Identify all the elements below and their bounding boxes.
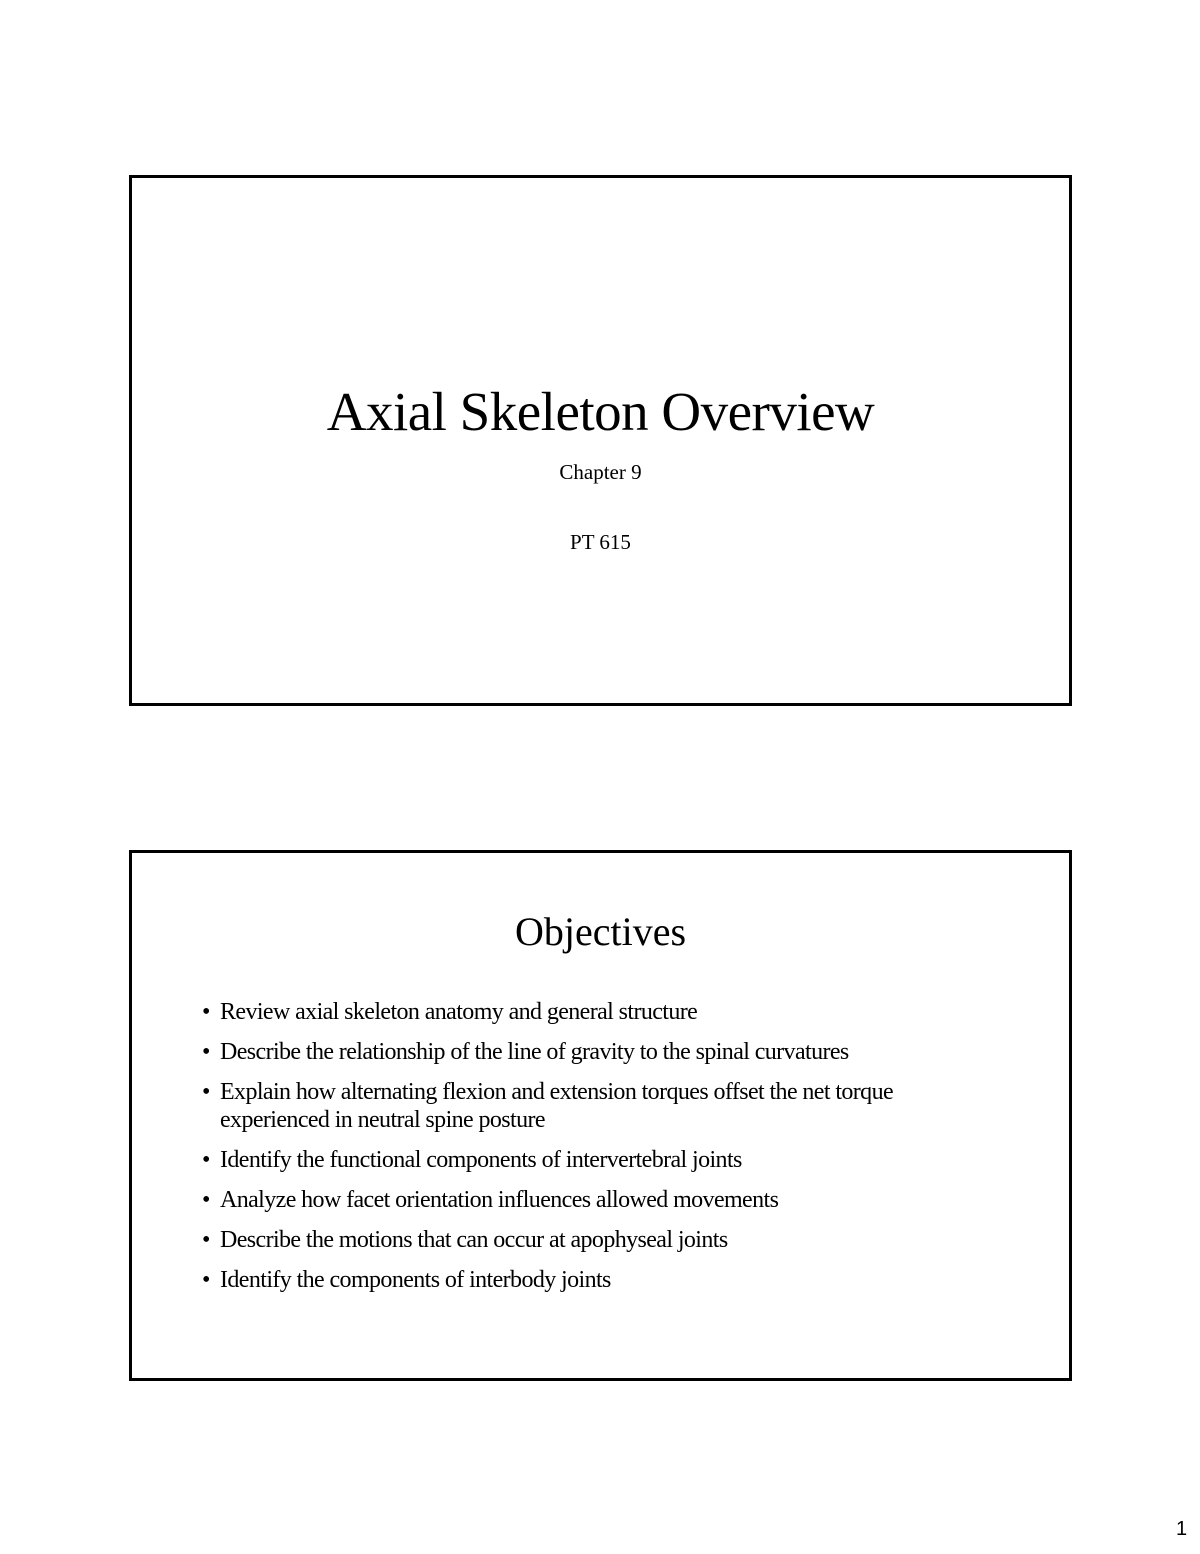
bullet-icon: • <box>202 1187 210 1213</box>
bullet-icon: • <box>202 1039 210 1065</box>
objectives-list <box>202 998 1022 1306</box>
list-item-text: Analyze how facet orientation influences allowed movements <box>220 1187 779 1213</box>
slide-title <box>129 175 1072 706</box>
list-item-text: Describe the motions that can occur at apophyseal joints <box>220 1227 728 1253</box>
slide-objectives <box>129 850 1072 1381</box>
list-item <box>202 1186 1022 1214</box>
list-item-text: Describe the relationship of the line of gravity to the spinal curvatures <box>220 1039 849 1065</box>
list-item <box>202 1038 1022 1066</box>
course-label: PT 615 <box>570 530 631 554</box>
slide-title-heading: Axial Skeleton Overview <box>326 381 875 442</box>
bullet-icon: • <box>202 1147 210 1173</box>
list-item <box>202 1078 980 1134</box>
chapter-label: Chapter 9 <box>559 460 642 484</box>
list-item <box>202 1266 1022 1294</box>
bullet-icon: • <box>202 999 210 1025</box>
list-item <box>202 1146 1022 1174</box>
bullet-icon: • <box>202 1267 210 1293</box>
list-item-text: Explain how alternating flexion and extension torques offset the net torque experienced in neutral spine posture <box>220 1079 894 1133</box>
list-item <box>202 1226 1022 1254</box>
list-item-text: Identify the functional components of intervertebral joints <box>220 1147 742 1173</box>
objectives-heading: Objectives <box>514 909 687 954</box>
list-item-text: Review axial skeleton anatomy and general structure <box>220 999 698 1025</box>
list-item <box>202 998 1022 1026</box>
bullet-icon: • <box>202 1079 210 1105</box>
page-number: 1 <box>1176 1518 1188 1540</box>
bullet-icon: • <box>202 1227 210 1253</box>
list-item-text: Identify the components of interbody joints <box>220 1267 611 1293</box>
